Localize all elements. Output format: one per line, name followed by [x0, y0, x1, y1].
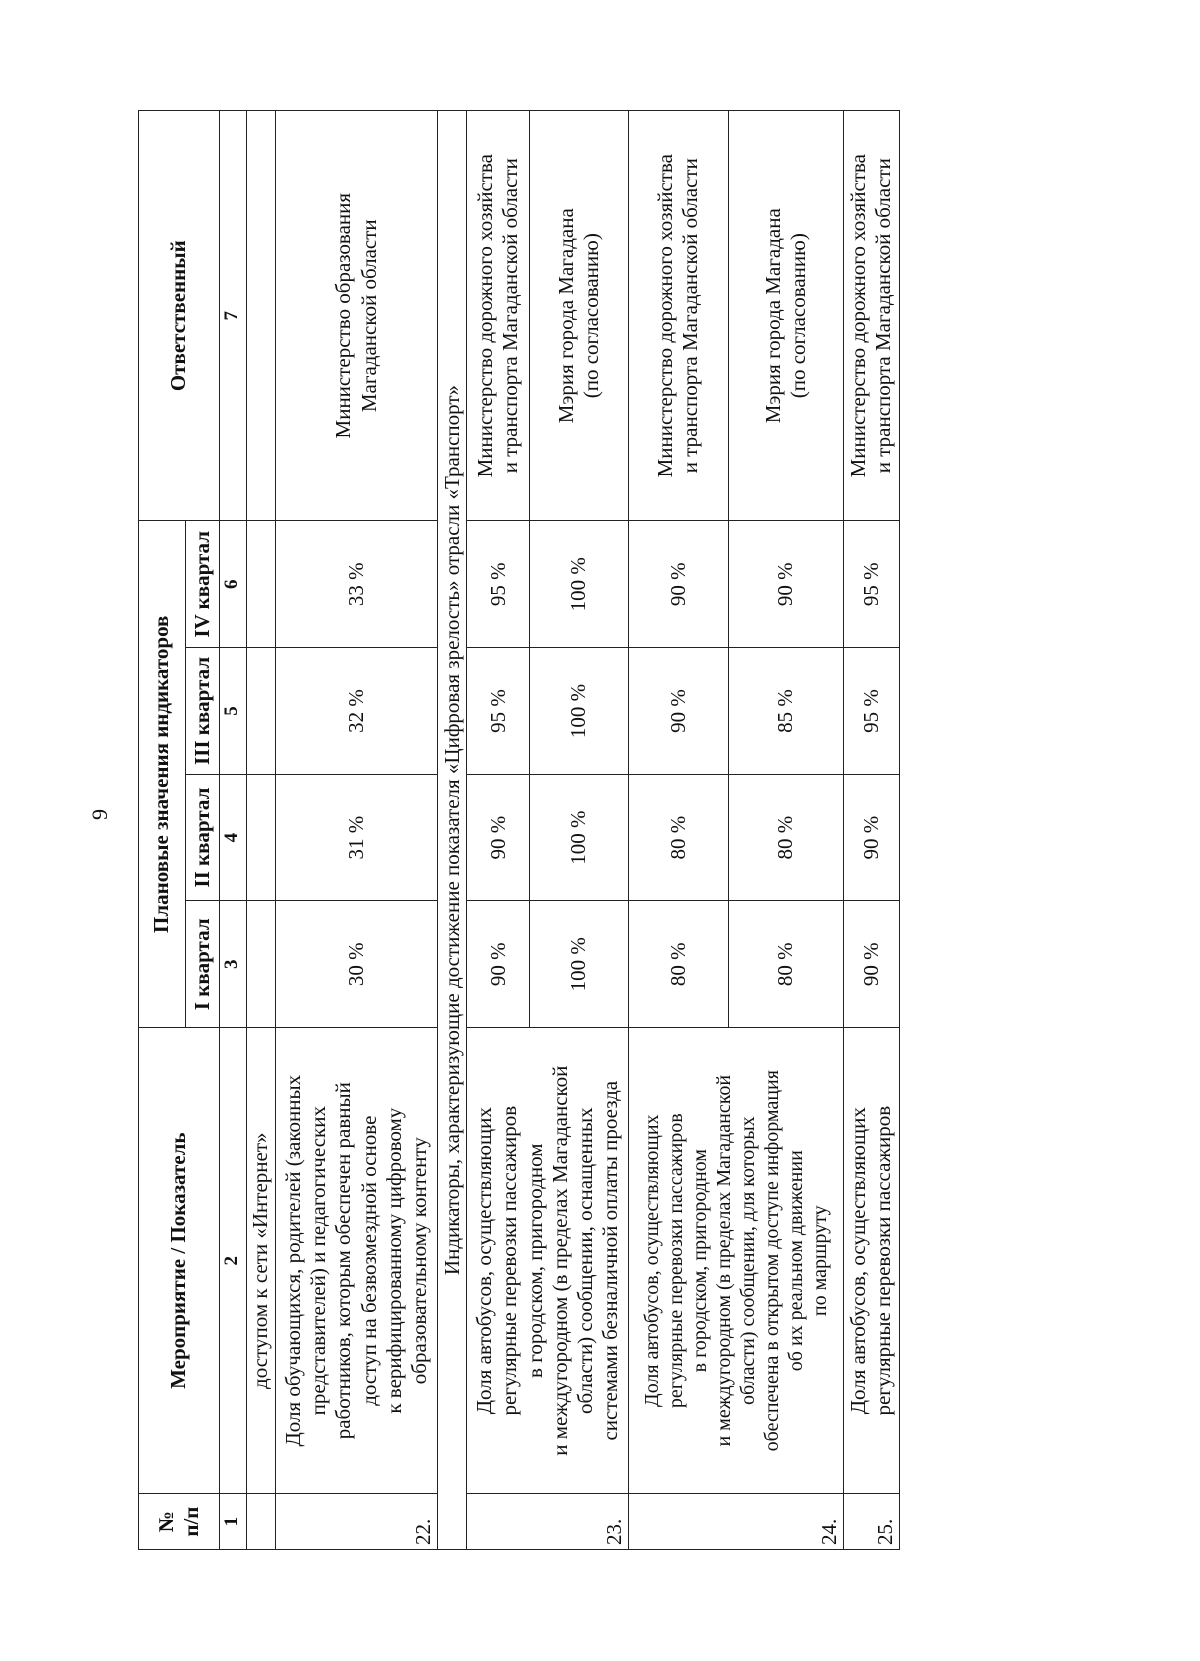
col-number: 1: [219, 1494, 246, 1550]
row-number: 24.: [629, 1494, 844, 1550]
table-row-23a: [467, 111, 529, 1550]
responsible: Министерство дорожного хозяйства и транспорта Магаданской области: [467, 111, 529, 521]
indicator-text: Доля обучающихся, родителей (законных представителей) и педагогических работников, которым обеспечен равный доступ на безвозмездной основе к верифицированному цифровому образовательному контенту: [276, 1028, 438, 1494]
responsible: Министерство дорожного хозяйства и транспорта Магаданской области: [843, 111, 899, 521]
continuation-row: [246, 111, 276, 1550]
cont-q4: [246, 521, 276, 648]
section-row: [437, 111, 467, 1550]
value-q1: 80 %: [629, 901, 729, 1028]
value-q4: 90 %: [629, 521, 729, 648]
responsible: Министерство образования Магаданской области: [276, 111, 438, 521]
header-q1: I квартал: [186, 901, 220, 1028]
value-q3: 95 %: [467, 648, 529, 775]
col-number: 6: [219, 521, 246, 648]
cont-q1: [246, 901, 276, 1028]
value-q2: 100 %: [529, 774, 628, 901]
header-q4: IV квартал: [186, 521, 220, 648]
header-row-1: [139, 111, 186, 1550]
value-q4: 95 %: [467, 521, 529, 648]
cont-q2: [246, 774, 276, 901]
cont-q3: [246, 648, 276, 775]
responsible: Мэрия города Магадана (по согласованию): [529, 111, 628, 521]
value-q3: 90 %: [629, 648, 729, 775]
header-num: № п/п: [139, 1494, 220, 1550]
section-title: Индикаторы, характеризующие достижение показателя «Цифровая зрелость» отрасли «Транспорт»: [437, 111, 467, 1550]
header-q3: III квартал: [186, 648, 220, 775]
column-number-row: [219, 111, 246, 1550]
row-number: 25.: [843, 1494, 899, 1550]
rotated-table-wrapper: [138, 110, 900, 1550]
col-number: 7: [219, 111, 246, 521]
header-event: Мероприятие / Показатель: [139, 1028, 220, 1494]
indicator-text: Доля автобусов, осуществляющих регулярные перевозки пассажиров в городском, пригородном и междугородном (в пределах Магаданской области) сообщении, для которых обеспечена в открытом доступе информация об их реальном движении по маршруту: [629, 1028, 844, 1494]
col-number: 2: [219, 1028, 246, 1494]
col-number: 3: [219, 901, 246, 1028]
indicator-text: Доля автобусов, осуществляющих регулярные перевозки пассажиров в городском, пригородном и междугородном (в пределах Магаданской области) сообщении, оснащенных системами безналичной оплаты проезда: [467, 1028, 629, 1494]
header-responsible: Ответственный: [139, 111, 220, 521]
value-q4: 90 %: [728, 521, 843, 648]
row-number: 22.: [276, 1494, 438, 1550]
value-q2: 80 %: [629, 774, 729, 901]
value-q2: 80 %: [728, 774, 843, 901]
value-q3: 100 %: [529, 648, 628, 775]
row-number: 23.: [467, 1494, 629, 1550]
value-q4: 95 %: [843, 521, 899, 648]
value-q1: 30 %: [276, 901, 438, 1028]
value-q2: 90 %: [843, 774, 899, 901]
table-row-25: [843, 111, 899, 1550]
col-number: 5: [219, 648, 246, 775]
value-q2: 90 %: [467, 774, 529, 901]
value-q4: 33 %: [276, 521, 438, 648]
value-q1: 90 %: [843, 901, 899, 1028]
header-planned: Плановые значения индикаторов: [139, 521, 186, 1028]
header-q2: II квартал: [186, 774, 220, 901]
cont-text: доступом к сети «Интернет»: [246, 1028, 276, 1494]
value-q3: 32 %: [276, 648, 438, 775]
value-q1: 90 %: [467, 901, 529, 1028]
indicator-text: Доля автобусов, осуществляющих регулярные перевозки пассажиров: [843, 1028, 899, 1494]
col-number: 4: [219, 774, 246, 901]
cont-responsible: [246, 111, 276, 521]
cont-num: [246, 1494, 276, 1550]
responsible: Мэрия города Магадана (по согласованию): [728, 111, 843, 521]
page-number: 9: [87, 809, 112, 820]
value-q3: 85 %: [728, 648, 843, 775]
value-q1: 100 %: [529, 901, 628, 1028]
table-row-24a: [629, 111, 729, 1550]
value-q2: 31 %: [276, 774, 438, 901]
value-q4: 100 %: [529, 521, 628, 648]
value-q3: 95 %: [843, 648, 899, 775]
responsible: Министерство дорожного хозяйства и транспорта Магаданской области: [629, 111, 729, 521]
value-q1: 80 %: [728, 901, 843, 1028]
indicators-table: [138, 110, 900, 1550]
table-row-22: [276, 111, 438, 1550]
